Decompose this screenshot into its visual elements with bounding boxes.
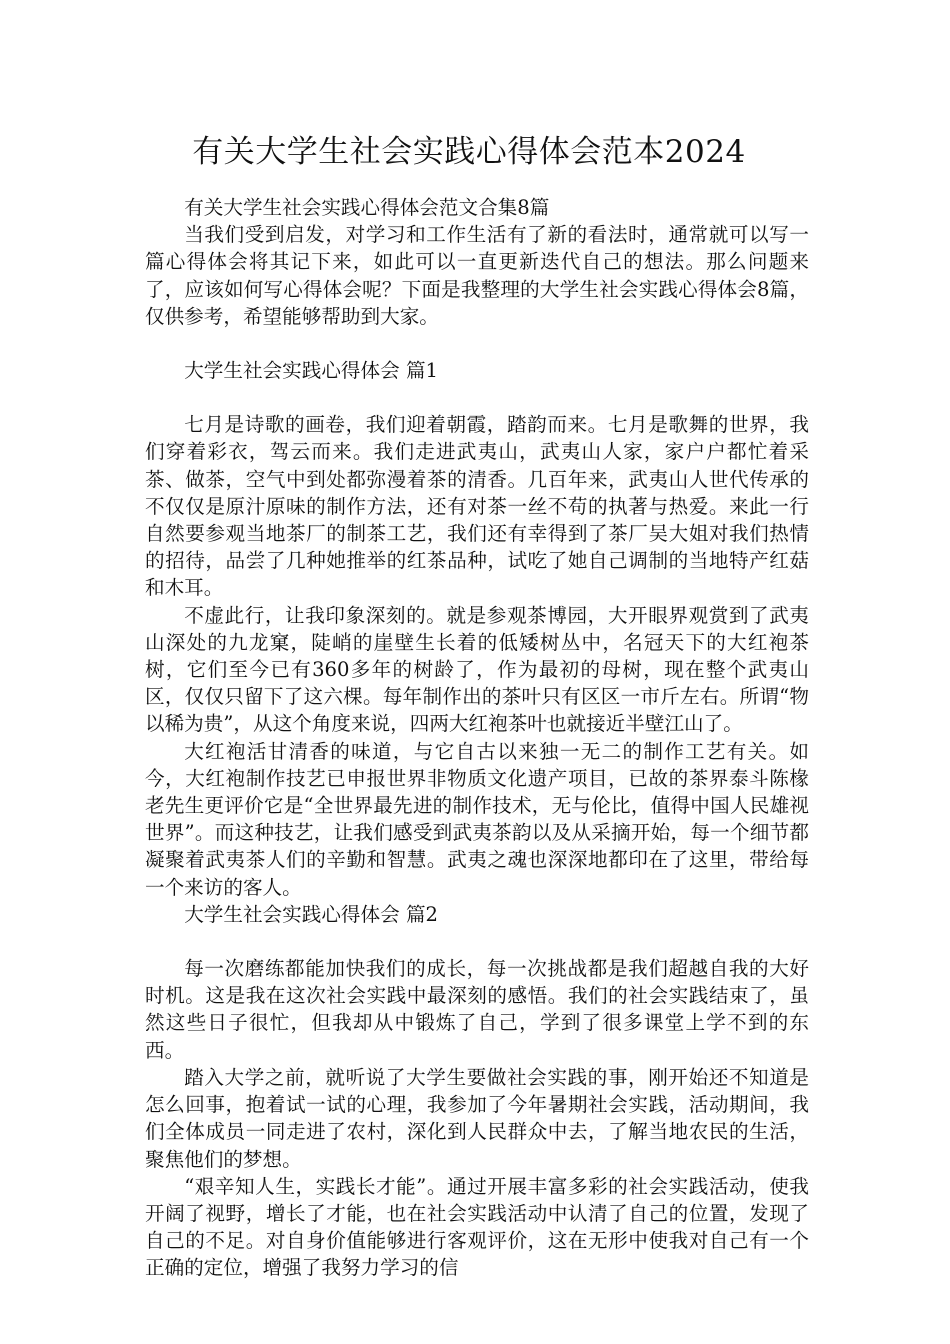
section-1-paragraph-2: 不虚此行，让我印象深刻的。就是参观茶博园，大开眼界观赏到了武夷山深处的九龙窠，陡峭的崖壁生长着的低矮树丛中，名冠天下的大红袍茶树，它们至今已有360多年的树龄了，作为最初的母树，现在整个武夷山区，仅仅只留下了这六棵。每年制作出的茶叶只有区区一市斤左右。所谓“物以稀为贵”，从这个角度来说，四两大红袍茶叶也就接近半壁江山了。 — [145, 603, 809, 736]
section-heading-1: 大学生社会实践心得体会 篇1 — [184, 359, 439, 383]
section-2-paragraph-2: 踏入大学之前，就听说了大学生要做社会实践的事，刚开始还不知道是怎么回事，抱着试一试的心理，我参加了今年暑期社会实践，活动期间，我们全体成员一同走进了农村，深化到人民群众中去，了解当地农民的生活，聚焦他们的梦想。 — [145, 1065, 809, 1171]
section-1-paragraph-1: 七月是诗歌的画卷，我们迎着朝霞，踏韵而来。七月是歌舞的世界，我们穿着彩衣，驾云而来。我们走进武夷山，武夷山人家，家户户都忙着采茶、做茶，空气中到处都弥漫着茶的清香。几百年来，武夷山人世代传承的不仅仅是原汁原味的制作方法，还有对茶一丝不苟的执著与热爱。来此一行自然要参观当地茶厂的制茶工艺，我们还有幸得到了茶厂吴大姐对我们热情的招待，品尝了几种她推举的红茶品种，试吃了她自己调制的当地特产红菇和木耳。 — [145, 413, 809, 600]
document-title: 有关大学生社会实践心得体会范本2024 — [192, 134, 746, 170]
document-body — [145, 194, 809, 1282]
section-2-paragraph-1: 每一次磨练都能加快我们的成长，每一次挑战都是我们超越自我的大好时机。这是我在这次社会实践中最深刻的感悟。我们的社会实践结束了，虽然这些日子很忙，但我却从中锻炼了自己，学到了很多课堂上学不到的东西。 — [145, 957, 809, 1062]
section-2-paragraph-3: “艰辛知人生，实践长才能”。通过开展丰富多彩的社会实践活动，使我开阔了视野，增长了才能，也在社会实践活动中认清了自己的位置，发现了自己的不足。对自身价值能够进行客观评价，这在无形中使我对自己有一个正确的定位，增强了我努力学习的信 — [145, 1174, 809, 1280]
intro-paragraph: 当我们受到启发，对学习和工作生活有了新的看法时，通常就可以写一篇心得体会将其记下来，如此可以一直更新迭代自己的想法。那么问题来了，应该如何写心得体会呢？下面是我整理的大学生社会实践心得体会8篇，仅供参考，希望能够帮助到大家。 — [145, 223, 809, 328]
section-heading-2: 大学生社会实践心得体会 篇2 — [184, 902, 439, 926]
document-subtitle: 有关大学生社会实践心得体会范文合集8篇 — [184, 196, 550, 219]
document-page — [145, 0, 809, 1282]
section-1-paragraph-3: 大红袍活甘清香的味道，与它自古以来独一无二的制作工艺有关。如今，大红袍制作技艺已申报世界非物质文化遗产项目，已故的茶界泰斗陈椽老先生更评价它是“全世界最先进的制作技术，无与伦比，值得中国人民雄视世界”。而这种技艺，让我们感受到武夷茶韵以及从采摘开始，每一个细节都凝聚着武夷茶人们的辛勤和智慧。武夷之魂也深深地都印在了这里，带给每一个来访的客人。 — [145, 739, 809, 899]
